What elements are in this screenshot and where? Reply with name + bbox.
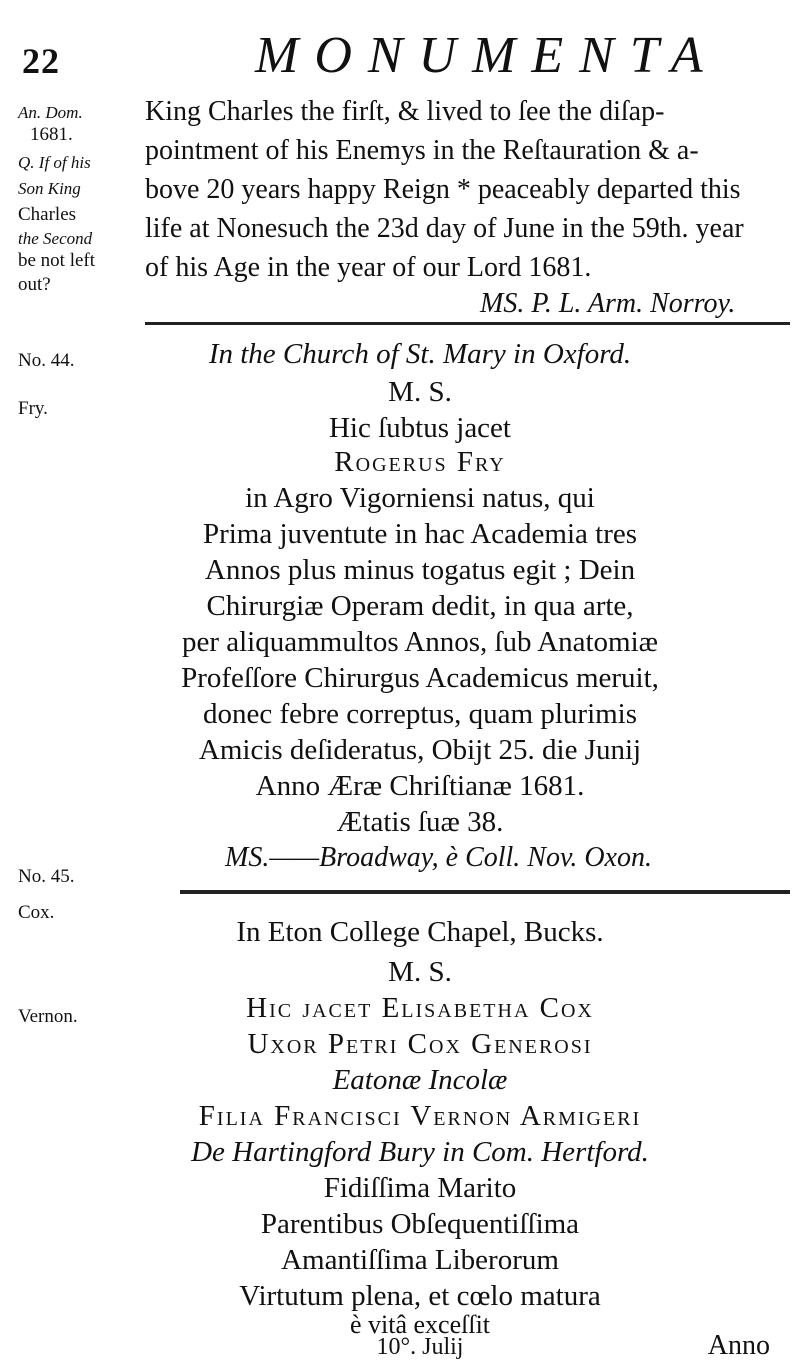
entry44-line: Hic ſubtus jacet bbox=[328, 412, 511, 444]
entry45-line: Eatonæ Incolæ bbox=[332, 1064, 508, 1096]
paragraph-line: King Charles the firſt, & lived to ſee the diſap- bbox=[145, 96, 665, 127]
entry45-line: Virtutum plena, et cœlo matura bbox=[239, 1280, 601, 1312]
paragraph-line: of his Age in the year of our Lord 1681. bbox=[145, 252, 592, 283]
margin-vernon: Vernon. bbox=[18, 1006, 78, 1027]
entry44-line: Chirurgiæ Operam dedit, in qua arte, bbox=[206, 590, 634, 622]
margin-no45: No. 45. bbox=[18, 866, 75, 887]
margin-note-3: Charles bbox=[18, 204, 77, 225]
entry45-line: è vitâ exceſſit bbox=[349, 1310, 491, 1339]
entry45-line: Parentibus Obſequentiſſima bbox=[260, 1208, 580, 1240]
entry44-line: Ætatis ſuæ 38. bbox=[336, 806, 504, 838]
margin-year: 1681. bbox=[30, 124, 73, 145]
entry44-line: Anno Æræ Chriſtianæ 1681. bbox=[255, 770, 585, 802]
entry44-line: Amicis deſideratus, Obijt 25. die Junij bbox=[198, 734, 642, 766]
entry44-line: Annos plus minus togatus egit ; Dein bbox=[204, 554, 636, 586]
entry45-line: Uxor Petri Cox Generoſi bbox=[247, 1028, 593, 1060]
opening-paragraph bbox=[145, 92, 790, 287]
section-rule bbox=[145, 322, 790, 325]
entry44-line: Profeſſore Chirurgus Academicus meruit, bbox=[181, 662, 659, 694]
margin-no44: No. 44. bbox=[18, 350, 75, 371]
margin-an-dom: An. Dom. bbox=[18, 103, 83, 122]
entry44-name: Rogerus Fry bbox=[334, 446, 506, 478]
signature: MS. P. L. Arm. Norroy. bbox=[480, 288, 736, 319]
entry45-line: Amantiſſima Liberorum bbox=[281, 1244, 559, 1276]
page-number: 22 bbox=[22, 41, 60, 81]
entry44-source: MS.——Broadway, è Coll. Nov. Oxon. bbox=[225, 842, 652, 873]
entry44-line: per aliquammultos Annos, ſub Anatomiæ bbox=[181, 626, 659, 658]
entry44-line: donec febre correptus, quam plurimis bbox=[202, 698, 638, 730]
entry44-line: Prima juventute in hac Academia tres bbox=[202, 518, 638, 550]
paragraph-line: pointment of his Enemys in the Reſtauration & a- bbox=[145, 135, 699, 166]
entry45-name: Hic jacet Elisabetha Cox bbox=[246, 992, 594, 1024]
paragraph-line: life at Nonesuch the 23d day of June in the 59th. year bbox=[145, 213, 744, 244]
margin-note-2: Son King bbox=[18, 179, 81, 198]
margin-note-1: Q. If of his bbox=[18, 153, 91, 172]
margin-note-6: out? bbox=[18, 274, 51, 295]
running-head: MONUMENTA bbox=[255, 27, 719, 84]
entry45-ms: M. S. bbox=[388, 956, 452, 988]
entry45-line: Fidiſſima Marito bbox=[323, 1172, 517, 1204]
entry45-line: Filia Francisci Vernon Armigeri bbox=[198, 1100, 642, 1132]
entry45-line: De Hartingford Bury in Com. Hertford. bbox=[191, 1136, 649, 1168]
margin-fry: Fry. bbox=[18, 398, 48, 419]
catchword: Anno bbox=[707, 1330, 770, 1361]
margin-note-5: be not left bbox=[18, 250, 96, 271]
entry45-heading: In Eton College Chapel, Bucks. bbox=[236, 916, 604, 948]
entry44-heading: In the Church of St. Mary in Oxford. bbox=[208, 338, 632, 370]
paragraph-line: bove 20 years happy Reign * peaceably departed this bbox=[145, 174, 741, 205]
margin-note-4: the Second bbox=[18, 229, 93, 248]
margin-cox: Cox. bbox=[18, 902, 55, 923]
entry44-line: in Agro Vigorniensi natus, qui bbox=[245, 482, 595, 514]
entry44-ms: M. S. bbox=[388, 376, 452, 408]
entry45-line: 10°. Julij bbox=[376, 1334, 464, 1360]
section-rule bbox=[180, 890, 790, 894]
